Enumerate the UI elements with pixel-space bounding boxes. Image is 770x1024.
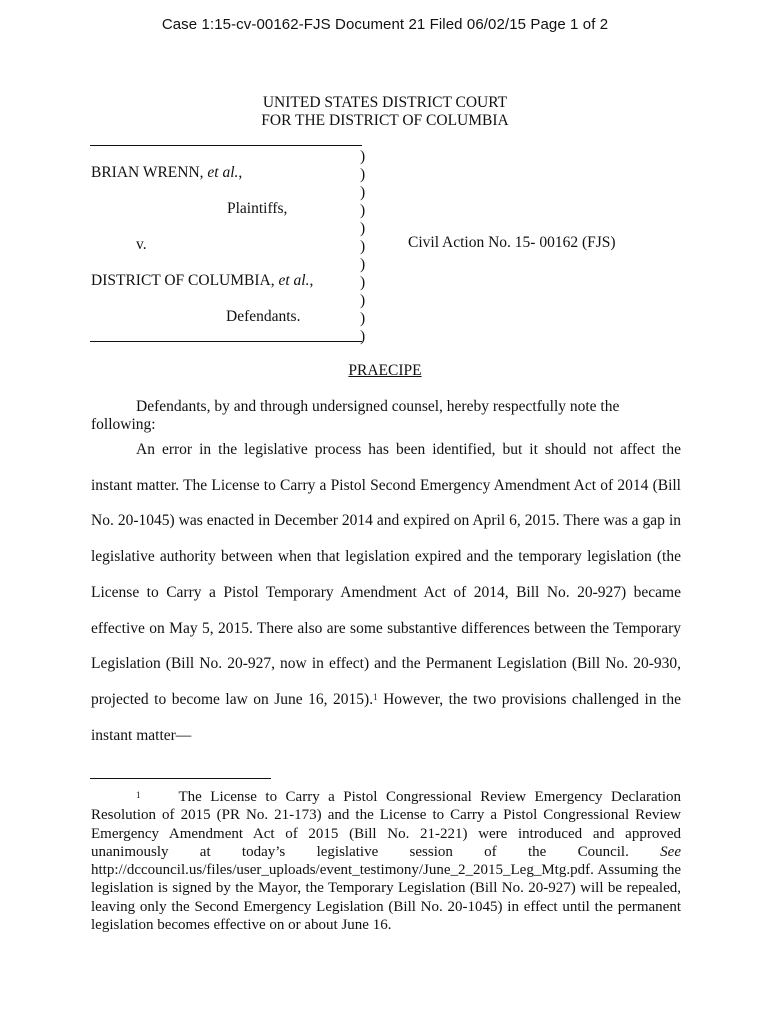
- paren: ): [360, 238, 366, 255]
- paragraph-2: [91, 432, 681, 753]
- paren: ): [360, 274, 366, 291]
- plaintiff-comma: ,: [238, 164, 243, 181]
- case-header: Case 1:15-cv-00162-FJS Document 21 Filed 06/02/15 Page 1 of 2: [161, 16, 609, 33]
- plaintiffs-label: Plaintiffs,: [227, 200, 288, 217]
- paren: ): [360, 256, 366, 273]
- footnote: [91, 788, 681, 934]
- paragraph-2-text: An error in the legislative process has been identified, but it should not affect the instant matter. The License to Carry a Pistol Second Emergency Amendment Act of 2014 (Bill No. 20-1045) was enacted in December 2014 and expired on April 6, 2015. There was a gap in legislative authority between when that legislation expired and the temporary legislation (the License to Carry a Pistol Temporary Amendment Act of 2014, Bill No. 20-927) became effective on May 5, 2015. There also are some substantive differences between the Temporary Legislation (Bill No. 20-927, now in effect) and the Permanent Legislation (Bill No. 20-930, projected to become law on June 16, 2015).: [91, 441, 681, 708]
- footnote-reference: 1: [373, 691, 378, 702]
- paren: ): [360, 148, 366, 165]
- court-line-1: UNITED STATES DISTRICT COURT: [262, 94, 508, 111]
- versus: v.: [136, 236, 147, 253]
- paren: ): [360, 328, 366, 345]
- defendant-comma: ,: [309, 272, 314, 289]
- caption-rule-bottom: [90, 341, 362, 342]
- paren: ): [360, 310, 366, 327]
- document-title: PRAECIPE: [348, 362, 422, 379]
- paragraph-1: Defendants, by and through undersigned counsel, hereby respectfully note the following:: [91, 398, 620, 433]
- paren: ): [360, 202, 366, 219]
- paren: ): [360, 220, 366, 237]
- footnote-rule: [90, 778, 271, 779]
- footnote-text-before: The License to Carry a Pistol Congressional Review Emergency Declaration Resolution of 2015 (PR No. 21-173) and the License to Carry a Pistol Congressional Review Emergency Amendment Act of 2015 (Bill No. 21-221) were introduced and approved unanimously at today’s legislative session of the Council.: [91, 789, 681, 860]
- defendant-et-al: et al.: [278, 272, 310, 289]
- footnote-see: See: [660, 843, 681, 860]
- defendant-name-text: DISTRICT OF COLUMBIA,: [91, 272, 275, 289]
- paren: ): [360, 166, 366, 183]
- plaintiff-et-al: et al.: [207, 164, 239, 181]
- defendants-label: Defendants.: [226, 308, 301, 325]
- court-name: [0, 94, 770, 130]
- paren: ): [360, 292, 366, 309]
- footnote-text-after: http://dccouncil.us/files/user_uploads/event_testimony/June_2_2015_Leg_Mtg.pdf. Assuming the legislation is signed by the Mayor, the Temporary Legislation (Bill No. 20-927) will be repealed, leaving only the Second Emergency Legislation (Bill No. 20-1045) in effect until the permanent legislation becomes effective on or about June 16.: [91, 862, 681, 934]
- defendant-name: [91, 272, 313, 290]
- civil-action-number: Civil Action No. 15- 00162 (FJS): [408, 234, 616, 251]
- plaintiff-name-text: BRIAN WRENN,: [91, 164, 204, 181]
- plaintiff-name: [91, 164, 242, 182]
- caption-parentheses: [360, 148, 370, 346]
- footnote-number: 1: [136, 790, 141, 800]
- court-line-2: FOR THE DISTRICT OF COLUMBIA: [261, 112, 509, 129]
- paragraph-2-tail: However, the two provisions challenged in the instant matter—: [91, 690, 681, 744]
- paren: ): [360, 184, 366, 201]
- caption-rule-top: [90, 145, 362, 146]
